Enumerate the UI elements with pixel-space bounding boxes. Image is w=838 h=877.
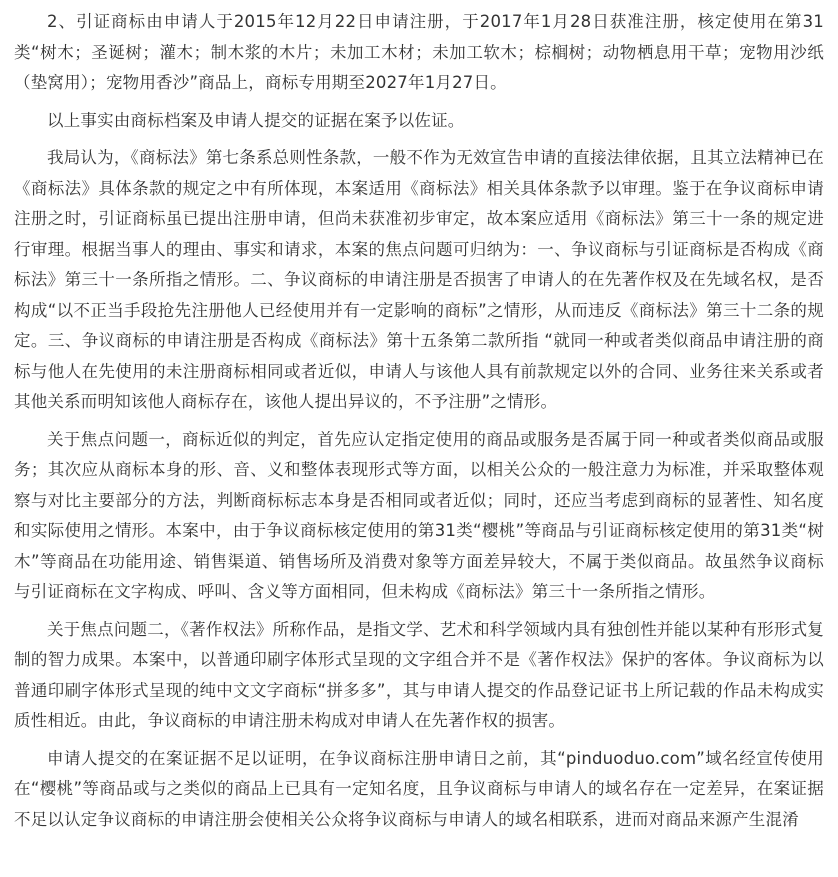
paragraph-issue-two: 关于焦点问题二，《著作权法》所称作品，是指文学、艺术和科学领域内具有独创性并能以某种有形形式复制的智力成果。本案中，以普通印刷字体形式呈现的文字组合并不是《著作权法》保护的客体。争议商标为以普通印刷字体形式呈现的纯中文文字商标“拼多多”，其与申请人提交的作品登记证书上所记载的作品未构成实质性相近。由此，争议商标的申请注册未构成对申请人在先著作权的损害。 xyxy=(14,619,824,730)
document-body xyxy=(14,7,824,842)
paragraph-issue-one: 关于焦点问题一，商标近似的判定，首先应认定指定使用的商品或服务是否属于同一种或者类似商品或服务；其次应从商标本身的形、音、义和整体表现形式等方面，以相关公众的一般注意力为标准，并采取整体观察与对比主要部分的方法，判断商标标志本身是否相同或者近似；同时，还应当考虑到商标的显著性、知名度和实际使用之情形。本案中，由于争议商标核定使用的第31类“樱桃”等商品与引证商标核定使用的第31类“树木”等商品在功能用途、销售渠道、销售场所及消费对象等方面差异较大，不属于类似商品。故虽然争议商标与引证商标在文字构成、呼叫、含义等方面相同，但未构成《商标法》第三十一条所指之情形。 xyxy=(14,429,824,601)
paragraph-cited-trademark: 2、引证商标由申请人于2015年12月22日申请注册，于2017年1月28日获准注册，核定使用在第31类“树木；圣诞树；灌木；制木浆的木片；未加工木材；未加工软木；棕榈树；动物栖息用干草；宠物用沙纸（垫窝用）；宠物用香沙”商品上，商标专用期至2027年1月27日。 xyxy=(14,12,824,92)
paragraph-domain-evidence: 申请人提交的在案证据不足以证明，在争议商标注册申请日之前，其“pinduoduo.com”域名经宣传使用在“樱桃”等商品或与之类似的商品上已具有一定知名度，且争议商标与申请人的域名存在一定差异，在案证据不足以认定争议商标的申请注册会使相关公众将争议商标与申请人的域名相联系，进而对商品来源产生混淆 xyxy=(14,748,824,829)
paragraph-opinion: 我局认为，《商标法》第七条系总则性条款，一般不作为无效宣告申请的直接法律依据，且其立法精神已在《商标法》具体条款的规定之中有所体现，本案适用《商标法》相关具体条款予以审理。鉴于在争议商标申请注册之时，引证商标虽已提出注册申请，但尚未获准初步审定，故本案应适用《商标法》第三十一条的规定进行审理。根据当事人的理由、事实和请求，本案的焦点问题可归纳为：一、争议商标与引证商标是否构成《商标法》第三十一条所指之情形。二、争议商标的申请注册是否损害了申请人的在先著作权及在先域名权，是否构成“以不正当手段抢先注册他人已经使用并有一定影响的商标”之情形，从而违反《商标法》第三十二条的规定。三、争议商标的申请注册是否构成《商标法》第十五条第二款所指 “就同一种或者类似商品申请注册的商标与他人在先使用的未注册商标相同或者近似，申请人与该他人具有前款规定以外的合同、业务往来关系或者其他关系而明知该他人商标存在，该他人提出异议的，不予注册”之情形。 xyxy=(14,148,824,411)
paragraph-evidence: 以上事实由商标档案及申请人提交的证据在案予以佐证。 xyxy=(47,110,465,130)
